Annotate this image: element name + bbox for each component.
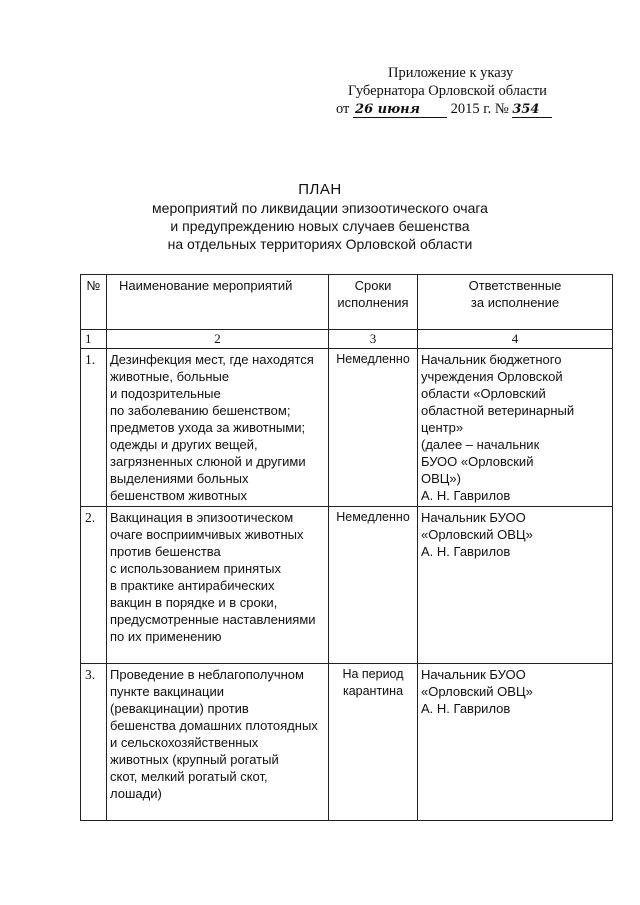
row-responsible: Начальник БУОО «Орловский ОВЦ» А. Н. Гаврилов xyxy=(418,507,613,664)
row-event: Дезинфекция мест, где находятся животные, больные и подозрительные по заболеванию бешенством; предметов ухода за животными; одежды и других вещей, загрязненных слюной и другими выделениями больных бешенством животных xyxy=(107,349,329,507)
colnum-4: 4 xyxy=(418,330,613,349)
plan-table xyxy=(80,274,613,821)
handwritten-date: 26 июня xyxy=(353,102,447,118)
header-name: Наименование мероприятий xyxy=(107,275,329,330)
row-event: Проведение в неблагополучном пункте вакцинации (ревакцинации) против бешенства домашних плотоядных и сельскохозяйственных животных (крупный рогатый скот, мелкий рогатый скот, лошади) xyxy=(107,664,329,821)
plan-title xyxy=(100,180,540,253)
plan-subtitle-line-3: на отдельных территориях Орловской области xyxy=(167,236,473,252)
column-numbers-row xyxy=(81,330,613,349)
header-responsible: Ответственные за исполнение xyxy=(418,275,613,330)
table-header-row xyxy=(81,275,613,330)
plan-subtitle-line-1: мероприятий по ликвидации эпизоотического очага xyxy=(152,200,488,216)
colnum-1: 1 xyxy=(81,330,107,349)
appendix-date-line xyxy=(336,100,596,118)
plan-subtitle-line-2: и предупреждению новых случаев бешенства xyxy=(170,218,470,234)
row-num: 1. xyxy=(81,349,107,507)
table-row xyxy=(81,664,613,821)
table-row xyxy=(81,507,613,664)
row-num: 2. xyxy=(81,507,107,664)
header-num: № xyxy=(81,275,107,330)
row-term: Немедленно xyxy=(329,507,418,664)
row-num: 3. xyxy=(81,664,107,821)
row-event: Вакцинация в эпизоотическом очаге восприимчивых животных против бешенства с использованием принятых в практике антирабических вакцин в порядке и в сроки, предусмотренные наставлениями по их применению xyxy=(107,507,329,664)
appendix-block xyxy=(336,64,596,118)
handwritten-number: 354 xyxy=(512,102,552,118)
row-responsible: Начальник БУОО «Орловский ОВЦ» А. Н. Гаврилов xyxy=(418,664,613,821)
appendix-line1: Приложение к указу xyxy=(388,65,514,81)
date-prefix: от xyxy=(336,101,350,117)
row-term: На период карантина xyxy=(329,664,418,821)
row-responsible: Начальник бюджетного учреждения Орловской области «Орловский областной ветеринарный центр» (далее – начальник БУОО «Орловский ОВЦ») А. Н. Гаврилов xyxy=(418,349,613,507)
header-term: Сроки исполнения xyxy=(329,275,418,330)
appendix-line2: Губернатора Орловской области xyxy=(348,83,547,99)
table-row xyxy=(81,349,613,507)
plan-heading: ПЛАН xyxy=(298,181,342,198)
row-term: Немедленно xyxy=(329,349,418,507)
colnum-2: 2 xyxy=(107,330,329,349)
colnum-3: 3 xyxy=(329,330,418,349)
date-year: 2015 г. № xyxy=(450,101,509,117)
